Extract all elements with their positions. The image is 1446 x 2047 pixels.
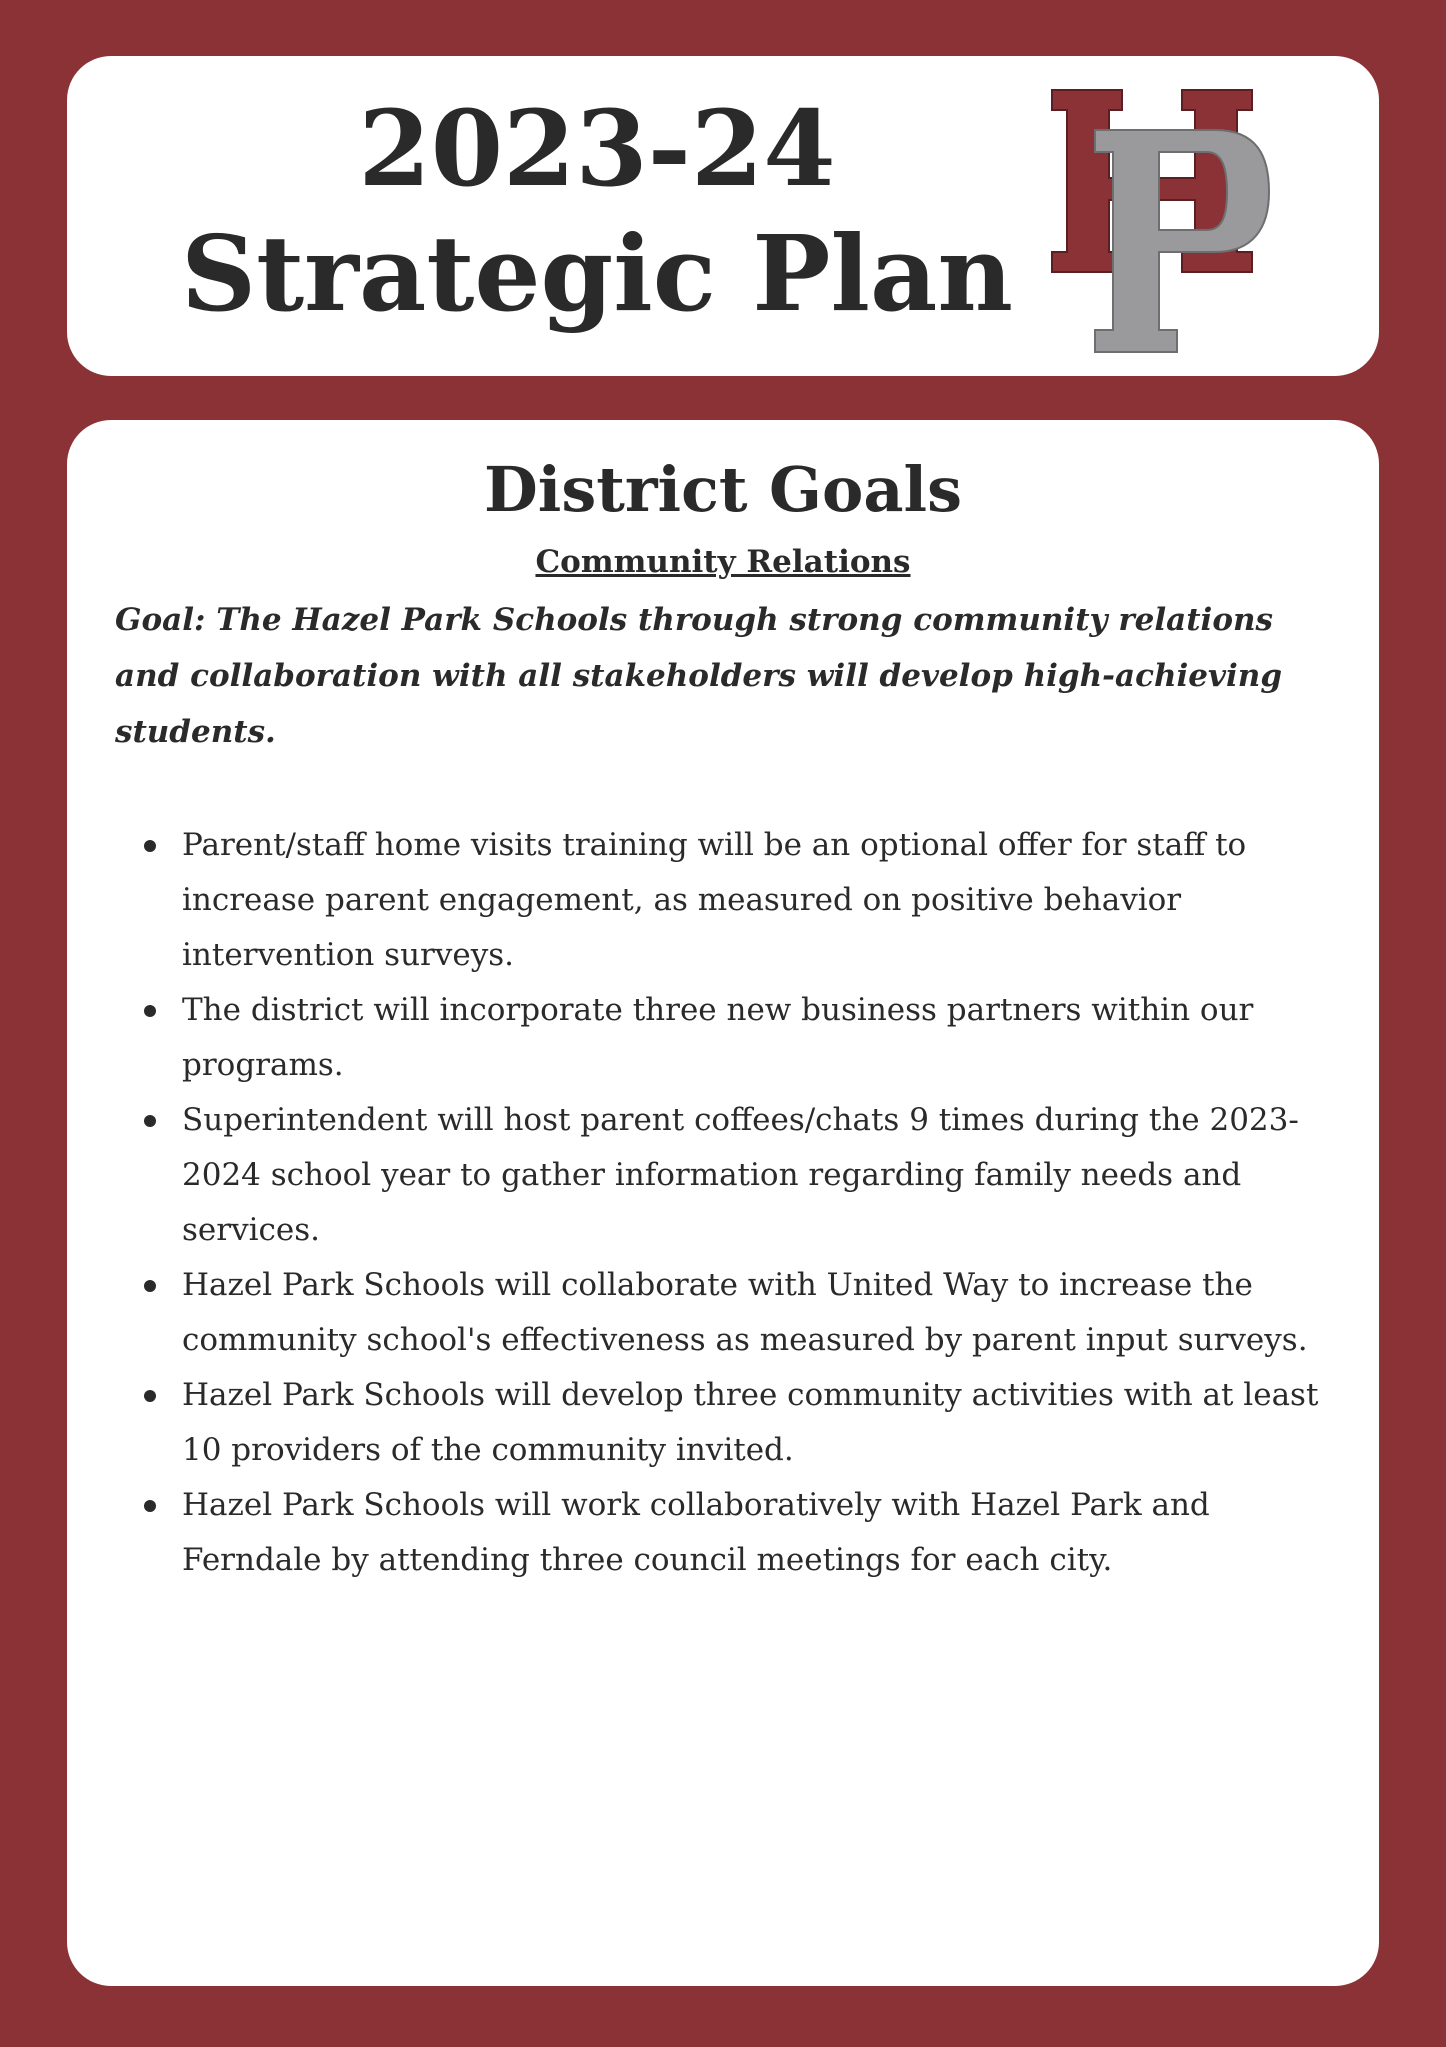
list-item: Parent/staff home visits training will be an optional offer for staff to increase parent engagement, as measured on positive behavior intervention surveys. (182, 818, 1347, 983)
subsection-title: Community Relations (535, 544, 911, 580)
goal-bullet-list (182, 818, 1347, 1588)
title-line-year: 2023-24 (358, 87, 836, 210)
section-heading: District Goals (484, 453, 962, 526)
list-item: Hazel Park Schools will collaborate with United Way to increase the community school's effectiveness as measured by parent input surveys. (182, 1258, 1347, 1368)
list-item: The district will incorporate three new business partners within our programs. (182, 983, 1347, 1093)
page-title (67, 86, 1127, 336)
header-card (67, 56, 1379, 376)
list-item: Superintendent will host parent coffees/chats 9 times during the 2023-2024 school year to gather information regarding family needs and services. (182, 1093, 1347, 1258)
goal-statement: Goal: The Hazel Park Schools through strong community relations and collaboration with all stakeholders will develop high-achieving students. (115, 602, 1282, 750)
list-item: Hazel Park Schools will work collaboratively with Hazel Park and Ferndale by attending three council meetings for each city. (182, 1478, 1347, 1588)
content-card (67, 420, 1379, 1986)
hp-logo (1047, 82, 1277, 357)
title-line-plan: Strategic Plan (181, 212, 1013, 335)
list-item: Hazel Park Schools will develop three community activities with at least 10 providers of the community invited. (182, 1368, 1347, 1478)
